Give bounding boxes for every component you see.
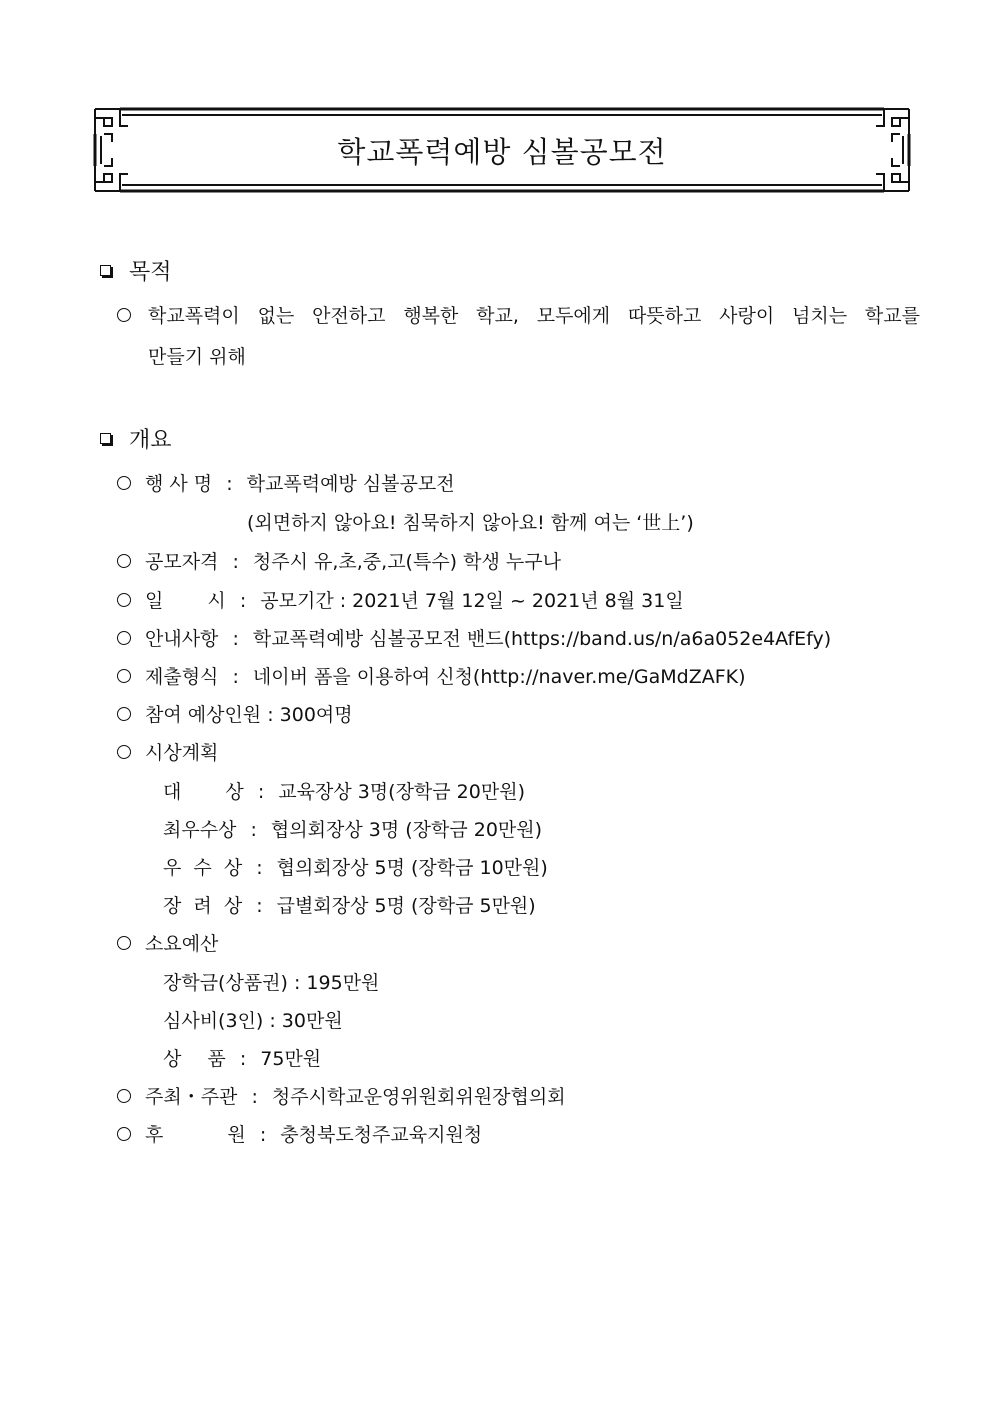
circle-bullet-icon (117, 593, 131, 607)
award-row: 장 려 상 : 급별회장상 5명 (장학금 5만원) (163, 895, 536, 917)
circle-bullet-icon (117, 707, 131, 721)
word: 사랑이 (719, 305, 775, 327)
event-subtitle: (외면하지 않아요! 침묵하지 않아요! 함께 여는 ‘世上’) (247, 512, 694, 534)
budget-heading: 소요예산 (145, 933, 219, 955)
purpose-line-1 (148, 301, 920, 328)
section-title: 목적 (129, 260, 172, 285)
word: 없는 (257, 305, 295, 327)
date-row: 일 시 : 공모기간 : 2021년 7월 12일 ~ 2021년 8월 31일 (145, 590, 684, 612)
circle-bullet-icon (117, 554, 131, 568)
budget-row: 장학금(상품권) : 195만원 (163, 972, 380, 994)
square-bullet-icon (100, 433, 111, 444)
circle-bullet-icon (117, 308, 131, 322)
budget-row: 심사비(3인) : 30만원 (163, 1010, 343, 1032)
square-bullet-icon (100, 265, 111, 276)
event-name-row: 행 사 명 : 학교폭력예방 심볼공모전 (145, 473, 455, 495)
circle-bullet-icon (117, 631, 131, 645)
page-title: 학교폭력예방 심볼공모전 (337, 134, 667, 169)
circle-bullet-icon (117, 669, 131, 683)
word: 행복한 (403, 305, 459, 327)
naver-form-link[interactable]: 네이버 폼을 이용하여 신청(http://naver.me/GaMdZAFK) (252, 666, 746, 688)
circle-bullet-icon (117, 1127, 131, 1141)
submit-row: 제출형식 : 네이버 폼을 이용하여 신청(http://naver.me/GaMdZAFK) (145, 666, 746, 688)
section-title: 개요 (129, 428, 172, 453)
section-heading-purpose (100, 255, 172, 286)
circle-bullet-icon (117, 476, 131, 490)
award-row: 대 상 : 교육장상 3명(장학금 20만원) (163, 781, 525, 803)
award-row: 최우수상 : 협의회장상 3명 (장학금 20만원) (163, 819, 543, 841)
word: 안전하고 (312, 305, 386, 327)
purpose-line-2: 만들기 위해 (148, 346, 246, 368)
info-row: 안내사항 : 학교폭력예방 심볼공모전 밴드(https://band.us/n/a6a052e4AfEfy) (145, 628, 832, 650)
circle-bullet-icon (117, 745, 131, 759)
word: 학교, (476, 305, 519, 327)
circle-bullet-icon (117, 1089, 131, 1103)
sponsor-row: 후 원 : 충청북도청주교육지원청 (145, 1124, 483, 1146)
awards-heading: 시상계획 (145, 742, 219, 764)
word: 모두에게 (536, 305, 611, 327)
budget-row: 상 품 : 75만원 (163, 1048, 322, 1070)
participants-row: 참여 예상인원 : 300여명 (145, 704, 353, 726)
title-frame (92, 106, 912, 194)
section-heading-overview (100, 423, 172, 454)
circle-bullet-icon (117, 936, 131, 950)
award-row: 우 수 상 : 협의회장상 5명 (장학금 10만원) (163, 857, 548, 879)
word: 학교폭력이 (148, 305, 240, 327)
word: 학교를 (864, 305, 920, 327)
band-link[interactable]: 학교폭력예방 심볼공모전 밴드(https://band.us/n/a6a052e4AfEfy) (252, 628, 832, 650)
word: 따뜻하고 (627, 305, 702, 327)
eligibility-row: 공모자격 : 청주시 유,초,중,고(특수) 학생 누구나 (145, 551, 561, 573)
host-row: 주최・주관 : 청주시학교운영위원회위원장협의회 (145, 1086, 566, 1108)
word: 넘치는 (792, 305, 848, 327)
